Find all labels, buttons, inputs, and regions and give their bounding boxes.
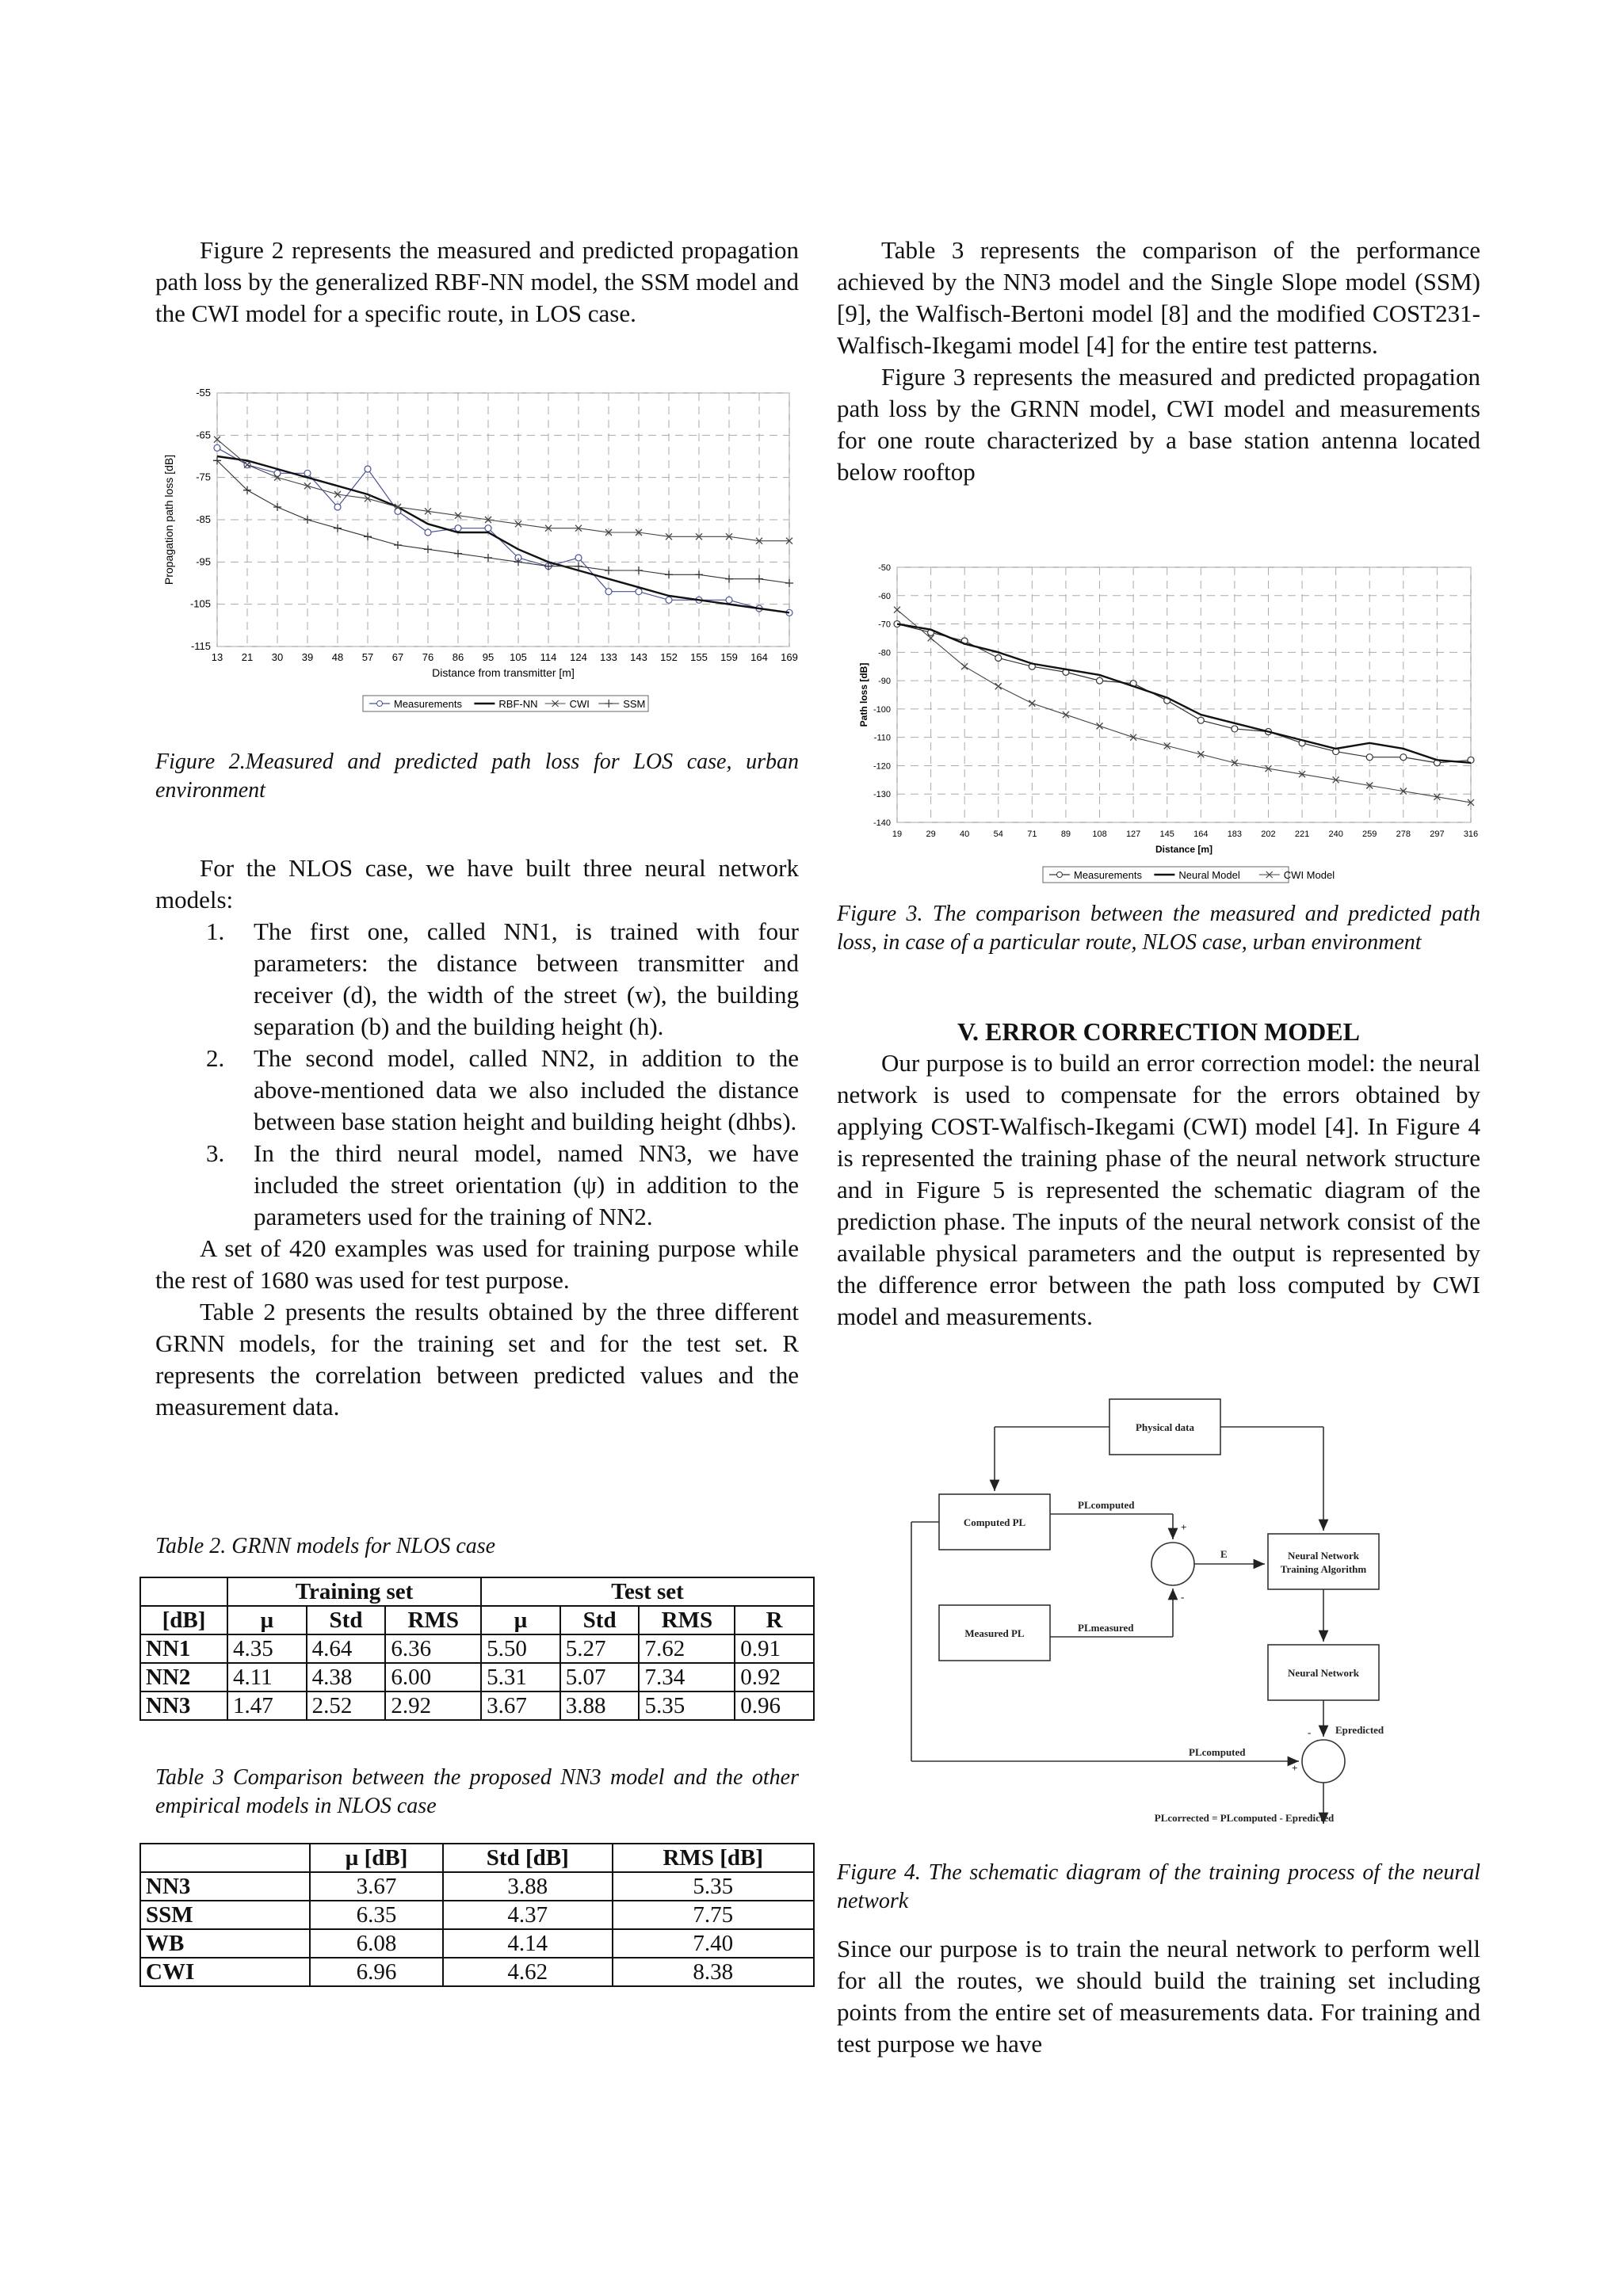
table-cell: 3.67	[481, 1691, 560, 1720]
data-point	[726, 597, 732, 603]
error-label: E	[1220, 1548, 1228, 1560]
table-row	[140, 1901, 814, 1929]
data-point	[334, 504, 341, 510]
table-corner-cell	[140, 1577, 227, 1606]
x-tick-label: 143	[630, 651, 647, 663]
x-tick-label: 164	[1193, 830, 1209, 839]
x-tick-label: 221	[1294, 830, 1310, 839]
y-tick-label: -130	[873, 790, 891, 800]
table-row	[140, 1634, 814, 1663]
column-header: Std [dB]	[443, 1844, 613, 1872]
x-tick-label: 152	[660, 651, 678, 663]
y-tick-label: -100	[873, 704, 891, 715]
physical-data-label: Physical data	[1135, 1421, 1195, 1433]
column-header: Std	[560, 1606, 640, 1634]
row-label: NN3	[140, 1872, 310, 1901]
column-header: RMS [dB]	[613, 1844, 814, 1872]
table-header-row	[140, 1844, 814, 1872]
data-point	[695, 570, 703, 578]
data-point	[1097, 677, 1103, 684]
y-tick-label: -95	[196, 555, 211, 568]
figure-4-svg	[888, 1375, 1458, 1843]
data-point	[1366, 754, 1373, 761]
nn-training-box	[1268, 1534, 1379, 1589]
list-item	[155, 916, 799, 1043]
figure-3-caption: Figure 3. The comparison between the measured and predicted path loss, in case of a particular route, NLOS case, urban environment	[837, 902, 1480, 955]
y-tick-label: -90	[878, 677, 891, 687]
x-tick-label: 297	[1430, 830, 1445, 839]
figure-4-diagram	[888, 1375, 1458, 1843]
neural-network-label: Neural Network	[1288, 1667, 1359, 1679]
table-cell: 5.07	[560, 1663, 640, 1691]
data-point	[1097, 723, 1103, 729]
column-header: R	[735, 1606, 814, 1634]
output-formula: PLcorrected = PLcomputed - Epredicted	[1154, 1812, 1335, 1824]
y-tick-label: -105	[189, 597, 211, 610]
data-point	[485, 525, 491, 532]
data-point	[755, 575, 763, 583]
sum-node-1	[1151, 1543, 1194, 1585]
data-point	[666, 597, 672, 603]
legend-label: CWI	[569, 698, 590, 710]
column-header: RMS	[385, 1606, 481, 1634]
data-point	[454, 550, 462, 558]
y-tick-label: -55	[196, 387, 211, 399]
legend-marker	[1057, 872, 1063, 878]
x-tick-label: 67	[391, 651, 404, 663]
table-cell: 7.34	[639, 1663, 735, 1691]
x-tick-label: 48	[331, 651, 344, 663]
table-cell: 6.08	[310, 1929, 443, 1958]
data-point	[636, 589, 642, 595]
legend-label: Measurements	[1074, 869, 1142, 881]
table-row	[140, 1958, 814, 1986]
table-cell: 6.36	[385, 1634, 481, 1663]
fig3-intro-paragraph: Figure 3 represents the measured and predicted propagation path loss by the GRNN model, CWI model and measurements for one route characterized by a base station antenna located below rooftop	[837, 363, 1480, 486]
series-line-measurements	[897, 624, 1471, 763]
y-axis-label: Path loss [dB]	[858, 662, 869, 727]
series-line-measurements	[217, 448, 789, 612]
e-predicted-label: Epredicted	[1335, 1724, 1384, 1736]
section-v	[837, 1016, 1480, 1333]
figure-4-caption: Figure 4. The schematic diagram of the training process of the neural network	[837, 1860, 1480, 1913]
row-label: NN2	[140, 1663, 227, 1691]
column-header: µ	[227, 1606, 307, 1634]
data-point	[605, 566, 613, 574]
data-point	[1400, 754, 1407, 761]
data-point	[425, 529, 431, 536]
table-cell: 8.38	[613, 1958, 814, 1986]
nlos-intro-paragraph: For the NLOS case, we have built three neural network models:	[155, 854, 799, 913]
data-point	[364, 532, 372, 540]
table-cell: 5.50	[481, 1634, 560, 1663]
table-cell: 3.88	[443, 1872, 613, 1901]
sum-node-2	[1302, 1740, 1345, 1783]
data-point	[273, 503, 281, 511]
training-set-header: Training set	[227, 1577, 481, 1606]
plus-sign: +	[1181, 1521, 1187, 1533]
data-point	[605, 589, 612, 595]
column-header: RMS	[639, 1606, 735, 1634]
y-tick-label: -60	[878, 591, 891, 601]
table-cell: 5.31	[481, 1663, 560, 1691]
model-list	[155, 916, 799, 1233]
x-tick-label: 259	[1362, 830, 1377, 839]
test-set-header: Test set	[481, 1577, 814, 1606]
x-tick-label: 13	[211, 651, 223, 663]
row-label: SSM	[140, 1901, 310, 1929]
column-header: [dB]	[140, 1606, 227, 1634]
x-tick-label: 29	[926, 830, 936, 839]
row-label: NN3	[140, 1691, 227, 1720]
table-cell: 4.14	[443, 1929, 613, 1958]
section-heading: V. ERROR CORRECTION MODEL	[957, 1017, 1360, 1046]
column-header: Std	[307, 1606, 386, 1634]
table-row	[140, 1663, 814, 1691]
column-header: µ	[481, 1606, 560, 1634]
list-item-number: 1.	[206, 917, 225, 945]
y-tick-label: -140	[873, 818, 891, 828]
table-cell: 2.52	[307, 1691, 386, 1720]
legend-marker	[377, 701, 383, 707]
table-cell: 6.96	[310, 1958, 443, 1986]
column-header: µ [dB]	[310, 1844, 443, 1872]
measured-pl-label: Measured PL	[964, 1627, 1025, 1639]
table-cell: 4.62	[443, 1958, 613, 1986]
table-cell: 4.64	[307, 1634, 386, 1663]
y-tick-label: -115	[190, 640, 211, 652]
row-label: CWI	[140, 1958, 310, 1986]
x-tick-label: 39	[301, 651, 314, 663]
table-cell: 7.40	[613, 1929, 814, 1958]
data-point	[635, 566, 643, 574]
figure-3-chart	[853, 559, 1479, 886]
x-tick-label: 114	[540, 651, 557, 663]
table-cell: 6.35	[310, 1901, 443, 1929]
x-tick-label: 76	[422, 651, 434, 663]
table-cell: 0.96	[735, 1691, 814, 1720]
x-tick-label: 127	[1125, 830, 1141, 839]
table-cell: 0.91	[735, 1634, 814, 1663]
x-tick-label: 21	[241, 651, 254, 663]
pl-computed-label: PLcomputed	[1189, 1746, 1246, 1758]
fig2-intro-paragraph: Figure 2 represents the measured and predicted propagation path loss by the generalized RBF-NN model, the SSM model and the CWI model for a specific route, in LOS case.	[155, 236, 799, 327]
table-cell: 4.37	[443, 1901, 613, 1929]
figure-2-chart	[155, 385, 799, 726]
x-tick-label: 86	[452, 651, 464, 663]
table-cell: 4.38	[307, 1663, 386, 1691]
x-tick-label: 183	[1227, 830, 1243, 839]
data-point	[365, 466, 371, 472]
list-item	[155, 1138, 799, 1233]
data-point	[785, 579, 793, 587]
left-column	[155, 235, 799, 330]
list-item-text: The first one, called NN1, is trained with four parameters: the distance between transmitter and receiver (d), the width of the street (w), the building separation (b) and the building height (h).	[254, 917, 799, 1040]
y-axis-label: Propagation path loss [dB]	[162, 454, 175, 585]
table-header-row	[140, 1606, 814, 1634]
y-tick-label: -110	[873, 733, 891, 743]
final-paragraph: Since our purpose is to train the neural network to perform well for all the routes, we should build the training set including points from the entire set of measurements data. For training and test purpose we have	[837, 1935, 1480, 2058]
data-point	[725, 575, 733, 583]
list-item-number: 2.	[206, 1044, 225, 1072]
table-cell: 5.35	[639, 1691, 735, 1720]
figure-3-svg	[853, 559, 1479, 886]
nlos-section	[155, 852, 799, 1423]
table-2	[139, 1577, 815, 1721]
data-point	[665, 570, 673, 578]
row-label: WB	[140, 1929, 310, 1958]
legend-label: SSM	[623, 698, 646, 710]
x-tick-label: 108	[1092, 830, 1107, 839]
plot-frame	[897, 567, 1471, 822]
y-tick-label: -120	[873, 761, 891, 772]
y-tick-label: -85	[196, 513, 211, 525]
y-tick-label: -50	[878, 563, 891, 573]
data-point	[394, 541, 402, 549]
table-cell: 5.35	[613, 1872, 814, 1901]
x-tick-label: 240	[1328, 830, 1343, 839]
list-item-text: In the third neural model, named NN3, we have included the street orientation (ψ) in addition to the parameters used for the training of NN2.	[254, 1139, 799, 1230]
table-3-caption: Table 3 Comparison between the proposed NN3 model and the other empirical models in NLOS case	[155, 1765, 799, 1818]
data-point	[455, 525, 461, 532]
x-tick-label: 169	[781, 651, 798, 663]
table-row	[140, 1929, 814, 1958]
x-tick-label: 105	[510, 651, 527, 663]
y-tick-label: -70	[878, 620, 891, 630]
examples-paragraph: A set of 420 examples was used for training purpose while the rest of 1680 was used for test purpose.	[155, 1234, 799, 1294]
table-cell: 3.67	[310, 1872, 443, 1901]
row-label: NN1	[140, 1634, 227, 1663]
x-tick-label: 95	[482, 651, 495, 663]
final-section	[837, 1933, 1480, 2060]
x-tick-label: 145	[1159, 830, 1174, 839]
legend-label: Measurements	[394, 698, 462, 710]
table-cell: 7.75	[613, 1901, 814, 1929]
table-2-caption: Table 2. GRNN models for NLOS case	[155, 1534, 496, 1558]
x-tick-label: 40	[960, 830, 970, 839]
computed-pl-label: Computed PL	[963, 1516, 1026, 1528]
data-point	[304, 470, 311, 476]
table2-intro-paragraph: Table 2 presents the results obtained by the three different GRNN models, for the training set and for the test set. R represents the correlation between predicted values and the measurement data.	[155, 1298, 799, 1421]
table-cell: 3.88	[560, 1691, 640, 1720]
table-3	[139, 1843, 815, 1987]
x-tick-label: 202	[1261, 830, 1276, 839]
table-cell: 4.11	[227, 1663, 307, 1691]
table3-intro-paragraph: Table 3 represents the comparison of the performance achieved by the NN3 model and the Single Slope model (SSM) [9], the Walfisch-Bertoni model [8] and the modified COST231-Walfisch-Ikegami model [4] for the entire test patterns.	[837, 236, 1480, 359]
series-line-neural-model	[897, 624, 1471, 763]
x-tick-label: 71	[1027, 830, 1037, 839]
pl-computed-label: PLcomputed	[1078, 1499, 1135, 1511]
x-tick-label: 54	[993, 830, 1003, 839]
legend-label: Neural Model	[1178, 869, 1240, 881]
table-cell: 5.27	[560, 1634, 640, 1663]
x-tick-label: 19	[892, 830, 903, 839]
column-header	[140, 1844, 310, 1872]
x-tick-label: 30	[271, 651, 284, 663]
series-line-rbf-nn	[217, 456, 789, 612]
data-point	[484, 554, 492, 562]
data-point	[304, 516, 311, 524]
nn-training-label-2: Training Algorithm	[1280, 1563, 1367, 1575]
list-item-text: The second model, called NN2, in addition to the above-mentioned data we also included the distance between base station height and building height (dhbs).	[254, 1044, 799, 1135]
table-header-row	[140, 1577, 814, 1606]
x-axis-label: Distance [m]	[1155, 844, 1213, 855]
x-tick-label: 159	[720, 651, 738, 663]
data-point	[1197, 717, 1204, 723]
x-axis-label: Distance from transmitter [m]	[432, 666, 575, 679]
pl-measured-label: PLmeasured	[1078, 1622, 1134, 1634]
x-tick-label: 155	[690, 651, 708, 663]
table-cell: 7.62	[639, 1634, 735, 1663]
series-line-cwi	[217, 440, 789, 541]
nn-training-label-1: Neural Network	[1288, 1550, 1359, 1562]
data-point	[1232, 726, 1238, 732]
data-point	[575, 555, 582, 561]
x-tick-label: 133	[600, 651, 617, 663]
minus-sign: -	[1181, 1591, 1185, 1603]
table-cell: 0.92	[735, 1663, 814, 1691]
figure-2-svg	[155, 385, 799, 726]
table-cell: 4.35	[227, 1634, 307, 1663]
right-column	[837, 235, 1480, 488]
legend-label: CWI Model	[1283, 869, 1335, 881]
list-item	[155, 1043, 799, 1138]
x-tick-label: 89	[1060, 830, 1071, 839]
data-point	[214, 444, 220, 451]
figure-2-caption: Figure 2.Measured and predicted path loss for LOS case, urban environment	[155, 749, 799, 803]
y-tick-label: -75	[196, 471, 211, 483]
y-tick-label: -80	[878, 648, 891, 658]
table-row	[140, 1872, 814, 1901]
legend-label: RBF-NN	[498, 698, 538, 710]
minus-sign: -	[1308, 1726, 1312, 1738]
table-row	[140, 1691, 814, 1720]
section-paragraph: Our purpose is to build an error correction model: the neural network is used to compensate for the errors obtained by applying COST-Walfisch-Ikegami (CWI) model [4]. In Figure 4 is represented the training phase of the neural network structure and in Figure 5 is represented the schematic diagram of the prediction phase. The inputs of the neural network consist of the available physical parameters and the output is represented by the difference error between the path loss computed by CWI model and measurements.	[837, 1049, 1480, 1330]
x-tick-label: 124	[570, 651, 587, 663]
y-tick-label: -65	[196, 429, 211, 441]
x-tick-label: 57	[361, 651, 374, 663]
table-cell: 2.92	[385, 1691, 481, 1720]
data-point	[995, 654, 1002, 661]
data-point	[334, 524, 342, 532]
x-tick-label: 278	[1396, 830, 1411, 839]
list-item-number: 3.	[206, 1139, 225, 1167]
x-tick-label: 316	[1463, 830, 1479, 839]
table-cell: 1.47	[227, 1691, 307, 1720]
x-tick-label: 164	[750, 651, 768, 663]
table-cell: 6.00	[385, 1663, 481, 1691]
plus-sign: +	[1292, 1762, 1298, 1774]
data-point	[424, 545, 432, 553]
